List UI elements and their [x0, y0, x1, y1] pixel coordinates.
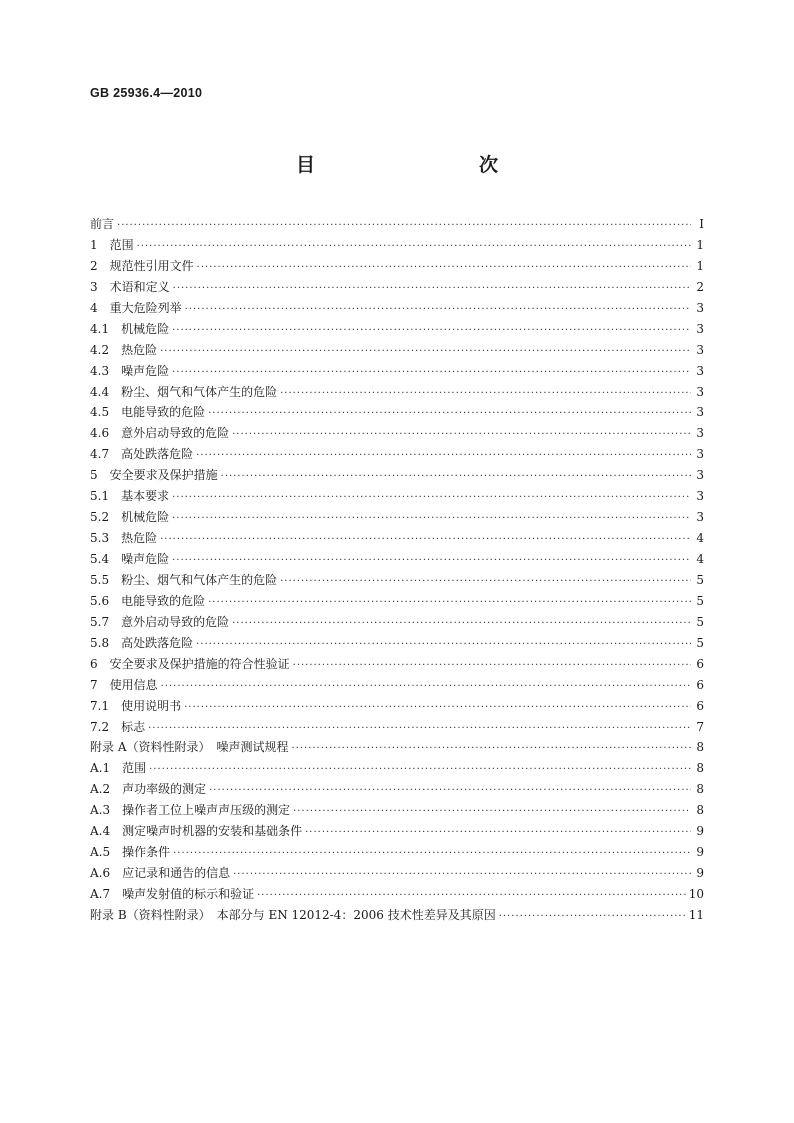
toc-leader-dots — [172, 555, 691, 566]
toc-entry[interactable] — [90, 403, 704, 424]
toc-entry-page: 3 — [696, 321, 704, 336]
toc-entry[interactable] — [90, 278, 704, 299]
toc-entry-label: A.1 范围 — [90, 761, 147, 776]
toc-entry[interactable] — [90, 236, 704, 257]
toc-leader-dots — [173, 283, 691, 294]
toc-entry-label: 5.5 粉尘、烟气和气体产生的危险 — [90, 572, 278, 587]
toc-entry[interactable] — [90, 508, 704, 529]
toc-entry-label: 4.4 粉尘、烟气和气体产生的危险 — [90, 384, 278, 399]
toc-leader-dots — [197, 262, 691, 273]
standard-code: GB 25936.4—2010 — [90, 86, 203, 100]
toc-entry[interactable] — [90, 759, 704, 780]
toc-leader-dots — [160, 346, 691, 357]
toc-leader-dots — [172, 492, 691, 503]
toc-entry-label: 3 术语和定义 — [90, 279, 170, 294]
toc-entry-page: 1 — [696, 258, 704, 273]
toc-entry-label: A.5 操作条件 — [90, 845, 171, 860]
toc-entry-page: 3 — [696, 489, 704, 504]
toc-entry-page: 8 — [696, 740, 704, 755]
toc-entry-page: 11 — [688, 907, 704, 922]
toc-entry-page: 3 — [696, 510, 704, 525]
toc-leader-dots — [172, 325, 691, 336]
toc-entry[interactable] — [90, 424, 704, 445]
toc-entry-page: 8 — [696, 803, 704, 818]
toc-leader-dots — [196, 639, 691, 650]
toc-entry-page: 2 — [696, 279, 704, 294]
toc-entry[interactable] — [90, 257, 704, 278]
toc-entry-page: 7 — [696, 719, 704, 734]
toc-entry[interactable] — [90, 697, 704, 718]
toc-entry-page: 3 — [696, 342, 704, 357]
toc-entry-label: 2 规范性引用文件 — [90, 258, 194, 273]
toc-entry-page: 6 — [696, 656, 704, 671]
toc-leader-dots — [499, 911, 686, 922]
toc-entry-label: A.3 操作者工位上噪声声压级的测定 — [90, 803, 291, 818]
toc-leader-dots — [148, 723, 691, 734]
toc-entry-label: 4.7 高处跌落危险 — [90, 447, 194, 462]
toc-entry-page: 4 — [696, 531, 704, 546]
toc-leader-dots — [172, 367, 691, 378]
toc-entry-label: 5.6 电能导致的危险 — [90, 593, 206, 608]
toc-entry[interactable] — [90, 592, 704, 613]
toc-entry-label: 5 安全要求及保护措施 — [90, 468, 218, 483]
toc-entry[interactable] — [90, 571, 704, 592]
toc-entry[interactable] — [90, 215, 704, 236]
toc-entry-label: 1 范围 — [90, 237, 134, 252]
toc-leader-dots — [184, 702, 691, 713]
toc-entry-label: 5.4 噪声危险 — [90, 552, 170, 566]
toc-leader-dots — [149, 764, 691, 775]
toc-entry-label: A.4 测定噪声时机器的安装和基础条件 — [90, 824, 303, 839]
toc-entry-label: 5.3 热危险 — [90, 531, 158, 546]
toc-entry[interactable] — [90, 634, 704, 655]
toc-leader-dots — [117, 220, 691, 231]
toc-entry[interactable] — [90, 906, 704, 927]
toc-entry-label: 5.7 意外启动导致的危险 — [90, 614, 230, 629]
toc-leader-dots — [291, 743, 691, 754]
toc-entry[interactable] — [90, 718, 704, 739]
toc-entry[interactable] — [90, 299, 704, 320]
toc-entry-page: 6 — [696, 677, 704, 692]
toc-entry-page: 3 — [696, 384, 704, 399]
toc-entry[interactable] — [90, 843, 704, 864]
toc-entry[interactable] — [90, 780, 704, 801]
toc-leader-dots — [293, 660, 691, 671]
toc-leader-dots — [209, 785, 691, 796]
toc-entry[interactable] — [90, 529, 704, 550]
toc-entry-label: A.6 应记录和通告的信息 — [90, 866, 231, 881]
toc-entry-label: 4.3 噪声危险 — [90, 363, 170, 378]
toc-entry-page: 10 — [688, 887, 704, 901]
toc-leader-dots — [173, 848, 691, 859]
toc-entry-page: 1 — [696, 237, 704, 252]
toc-entry-page: 3 — [696, 405, 704, 420]
toc-leader-dots — [172, 513, 691, 524]
toc-entry-label: 6 安全要求及保护措施的符合性验证 — [90, 656, 290, 671]
toc-entry-page: 8 — [696, 761, 704, 776]
toc-leader-dots — [280, 576, 691, 587]
toc-entry[interactable] — [90, 801, 704, 822]
toc-entry[interactable] — [90, 885, 704, 906]
toc-leader-dots — [196, 450, 691, 461]
toc-entry-page: 8 — [696, 782, 704, 797]
toc-entry-page: 5 — [696, 593, 704, 608]
toc-entry-label: 5.2 机械危险 — [90, 510, 170, 525]
toc-entry-label: 7 使用信息 — [90, 677, 158, 692]
toc-entry-page: 5 — [696, 635, 704, 650]
toc-leader-dots — [280, 388, 691, 399]
toc-entry-label: 4.2 热危险 — [90, 342, 158, 357]
table-of-contents — [90, 215, 704, 927]
toc-leader-dots — [161, 681, 691, 692]
toc-entry-page: Ⅰ — [699, 217, 704, 231]
toc-entry[interactable] — [90, 362, 704, 383]
toc-leader-dots — [293, 806, 691, 817]
toc-entry[interactable] — [90, 655, 704, 676]
toc-entry-page: 9 — [696, 866, 704, 881]
toc-entry[interactable] — [90, 487, 704, 508]
toc-leader-dots — [257, 890, 686, 901]
toc-entry[interactable] — [90, 466, 704, 487]
toc-entry[interactable] — [90, 676, 704, 697]
toc-entry-label: 4 重大危险列举 — [90, 300, 182, 315]
toc-leader-dots — [208, 408, 691, 419]
toc-entry-page: 6 — [696, 698, 704, 713]
toc-entry[interactable] — [90, 822, 704, 843]
toc-leader-dots — [305, 827, 691, 838]
toc-entry[interactable] — [90, 445, 704, 466]
toc-entry-label: 4.5 电能导致的危险 — [90, 405, 206, 420]
toc-entry-label: A.7 噪声发射值的标示和验证 — [90, 887, 255, 901]
toc-leader-dots — [208, 597, 691, 608]
toc-entry-label: A.2 声功率级的测定 — [90, 782, 207, 797]
toc-entry[interactable] — [90, 864, 704, 885]
toc-entry-label: 4.6 意外启动导致的危险 — [90, 426, 230, 441]
toc-entry[interactable] — [90, 383, 704, 404]
toc-entry-page: 3 — [696, 300, 704, 315]
toc-entry-page: 3 — [696, 426, 704, 441]
toc-entry-label: 7.2 标志 — [90, 719, 146, 734]
toc-entry-label: 4.1 机械危险 — [90, 321, 170, 336]
toc-leader-dots — [232, 429, 691, 440]
toc-entry-label: 5.8 高处跌落危险 — [90, 635, 194, 650]
toc-leader-dots — [232, 618, 691, 629]
toc-entry-page: 5 — [696, 572, 704, 587]
toc-entry-page: 4 — [696, 552, 704, 566]
toc-entry-page: 3 — [696, 363, 704, 378]
toc-entry[interactable] — [90, 550, 704, 571]
toc-entry-page: 3 — [696, 447, 704, 462]
toc-leader-dots — [160, 534, 691, 545]
toc-entry-label: 附录 B（资料性附录） 本部分与 EN 12012-4：2006 技术性差异及其原因 — [90, 907, 496, 922]
toc-entry[interactable] — [90, 738, 704, 759]
page-title: 目 次 — [295, 154, 540, 176]
toc-leader-dots — [233, 869, 691, 880]
toc-entry-page: 3 — [696, 468, 704, 483]
toc-entry-label: 7.1 使用说明书 — [90, 698, 182, 713]
toc-entry-page: 5 — [696, 614, 704, 629]
toc-entry-label: 5.1 基本要求 — [90, 489, 170, 504]
toc-entry[interactable] — [90, 341, 704, 362]
toc-leader-dots — [185, 304, 691, 315]
toc-entry-page: 9 — [696, 824, 704, 839]
toc-leader-dots — [221, 471, 691, 482]
toc-entry-page: 9 — [696, 845, 704, 860]
toc-entry[interactable] — [90, 613, 704, 634]
toc-leader-dots — [137, 241, 691, 252]
toc-entry[interactable] — [90, 320, 704, 341]
toc-entry-label: 前言 — [90, 217, 115, 231]
toc-entry-label: 附录 A（资料性附录） 噪声测试规程 — [90, 740, 289, 755]
